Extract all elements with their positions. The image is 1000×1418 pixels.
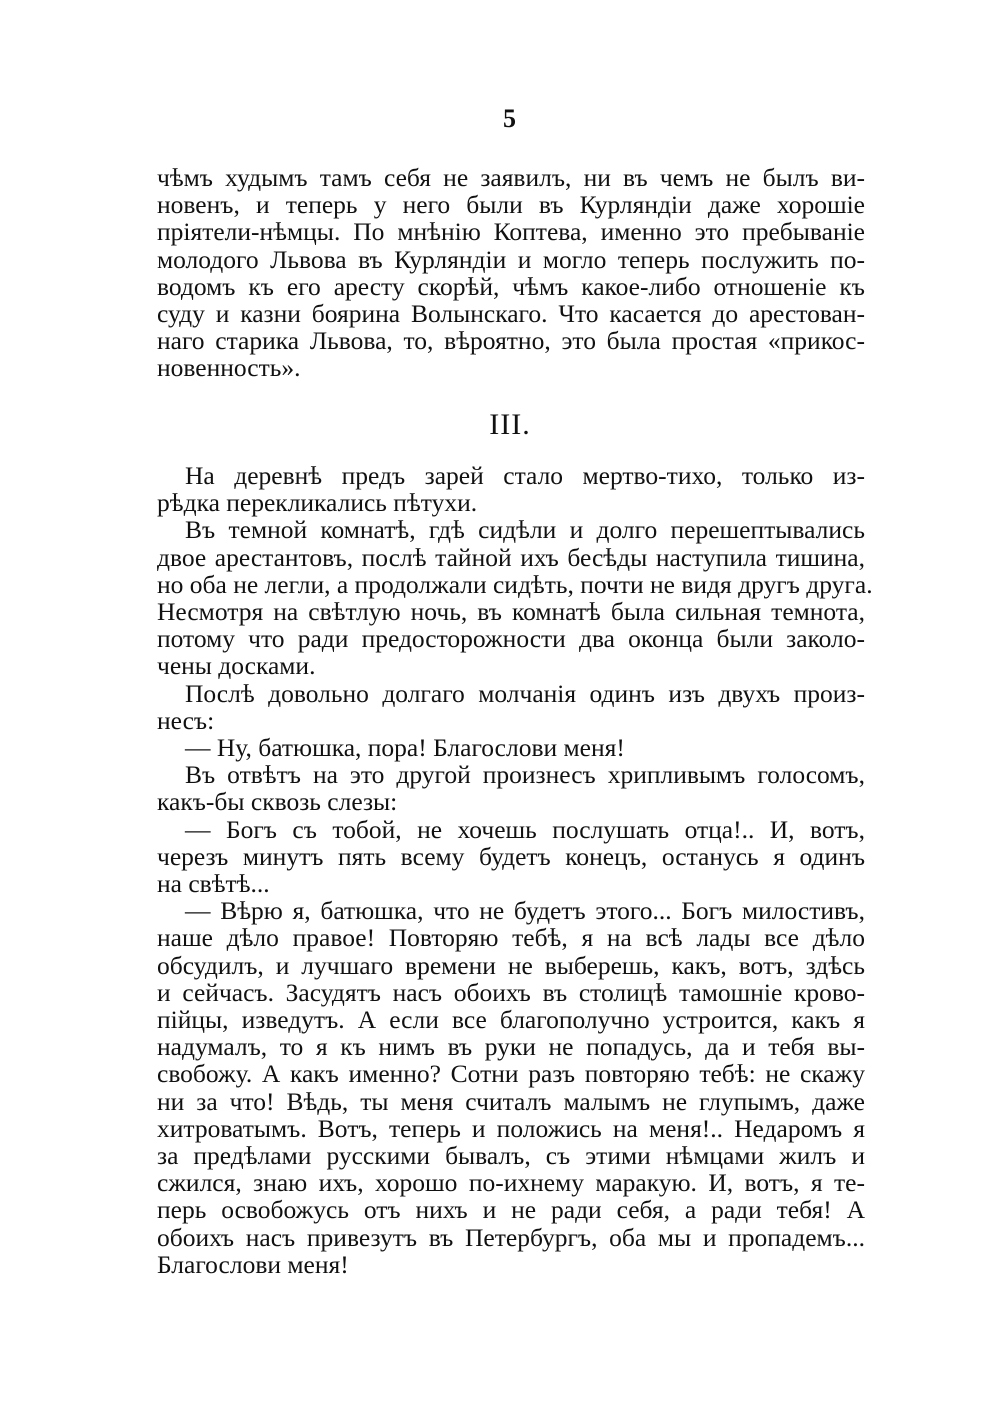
text-line: Въ отвѣтъ на это другой произнесъ хрипливымъ голосомъ, <box>185 760 865 790</box>
text-line: водомъ къ его аресту скорѣй, чѣмъ какое-либо отношеніе къ <box>157 271 865 301</box>
text-line: но оба не легли, а продолжали сидѣть, почти не видя другъ друга. <box>157 569 873 599</box>
text-line: молодого Львова въ Курляндіи и могло теперь послужить по- <box>157 244 865 274</box>
text-line: надумалъ, то я къ нимъ въ руки не попадусь, да и тебя вы- <box>157 1032 865 1062</box>
text-line: пійцы, изведутъ. А если все благополучно устроится, какъ я <box>157 1005 865 1035</box>
text-line: новенность». <box>157 353 301 383</box>
text-line: двое арестантовъ, послѣ тайной ихъ бесѣды наступила тишина, <box>157 542 865 572</box>
text-line: Въ темной комнатѣ, гдѣ сидѣли и долго перешептывались <box>185 515 865 545</box>
text-line: за предѣлами русскими бывалъ, съ этими нѣмцами жилъ и <box>157 1141 865 1171</box>
text-line: обсудилъ, и лучшаго времени не выберешь, какъ, вотъ, здѣсь <box>157 950 865 980</box>
text-line: новенъ, и теперь у него были въ Курляндіи даже хорошіе <box>157 190 865 220</box>
text-line: Несмотря на свѣтлую ночь, въ комнатѣ была сильная темнота, <box>157 597 865 627</box>
text-line: суду и казни боярина Волынскаго. Что касается до арестован- <box>157 299 865 329</box>
text-line: хитроватымъ. Вотъ, теперь и положись на меня!.. Недаромъ я <box>157 1113 865 1143</box>
text-line: пріятели-нѣмцы. По мнѣнію Коптева, именно это пребываніе <box>157 217 865 247</box>
text-line: сжился, знаю ихъ, хорошо по-ихнему маракую. И, вотъ, я те- <box>157 1168 865 1198</box>
text-line: наше дѣло правое! Повторяю тебѣ, я на всѣ лады все дѣло <box>157 923 865 953</box>
page-number: 5 <box>503 104 517 133</box>
text-block-main <box>157 461 873 1279</box>
text-line: потому что ради предосторожности два оконца были заколо- <box>157 624 865 654</box>
text-line: несъ: <box>157 705 215 735</box>
text-line: какъ-бы сквозь слезы: <box>157 787 398 817</box>
text-line: — Ну, батюшка, пора! Благослови меня! <box>185 733 625 763</box>
text-line: ни за что! Вѣдь, ты меня считалъ малымъ не глупымъ, даже <box>157 1086 865 1116</box>
text-line: наго старика Львова, то, вѣроятно, это была простая «прикос- <box>157 326 865 356</box>
text-line: свобожу. А какъ именно? Сотни разъ повторяю тебѣ: не скажу <box>157 1059 865 1089</box>
text-line: обоихъ насъ привезутъ въ Петербургъ, оба мы и пропадемъ... <box>157 1222 865 1252</box>
chapter-heading: III. <box>489 408 531 441</box>
text-line: — Вѣрю я, батюшка, что не будетъ этого... Богъ милостивъ, <box>185 896 865 926</box>
text-line: перь освобожусь отъ нихъ и не ради себя, а ради тебя! А <box>157 1195 865 1225</box>
text-line: черезъ минутъ пять всему будетъ конецъ, останусь я одинъ <box>157 841 865 871</box>
text-line: на свѣтѣ... <box>157 869 270 899</box>
text-line: Послѣ довольно долгаго молчанія одинъ изъ двухъ произ- <box>185 678 865 708</box>
text-line: чены досками. <box>157 651 316 681</box>
text-line: чѣмъ худымъ тамъ себя не заявилъ, ни въ чемъ не былъ ви- <box>157 163 865 192</box>
text-line: и сейчасъ. Засудятъ насъ обоихъ въ столицѣ тамошніе крово- <box>157 977 865 1007</box>
text-line: — Богъ съ тобой, не хочешь послушать отца!.. И, вотъ, <box>185 814 865 844</box>
text-line: Благослови меня! <box>157 1249 349 1279</box>
text-line: На деревнѣ предъ зарей стало мертво-тихо, только из- <box>185 461 865 490</box>
text-line: рѣдка перекликались пѣтухи. <box>157 488 478 518</box>
text-block-top <box>157 164 865 382</box>
